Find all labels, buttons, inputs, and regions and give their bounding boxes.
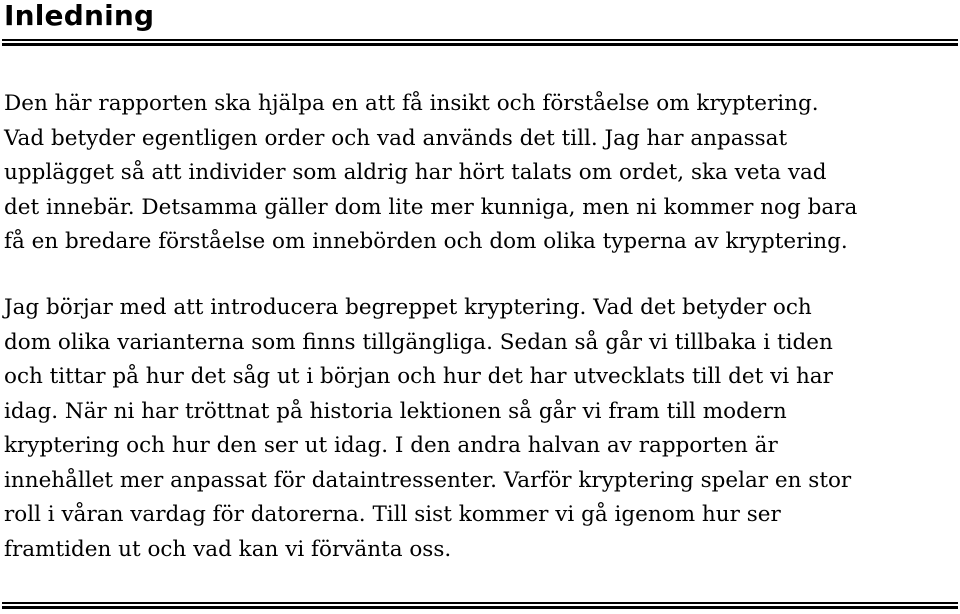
paragraph-line: framtiden ut och vad kan vi förvänta oss. — [4, 536, 452, 562]
heading-divider — [2, 39, 958, 46]
paragraph-line: Vad betyder egentligen order och vad används det till. Jag har anpassat — [4, 125, 788, 151]
paragraph-line: roll i våran vardag för datorerna. Till sist kommer vi gå igenom hur ser — [4, 502, 781, 527]
paragraph-line: innehållet mer anpassat för dataintressenter. Varför kryptering spelar en stor — [4, 467, 852, 493]
paragraph-line: det innebär. Detsamma gäller dom lite mer kunniga, men ni kommer nog bara — [4, 194, 858, 220]
paragraph-line: Jag börjar med att introducera begreppet kryptering. Vad det betyder och — [4, 295, 812, 320]
paragraph-line: idag. När ni har tröttnat på historia lektionen så går vi fram till modern — [4, 398, 787, 424]
paragraph-line: kryptering och hur den ser ut idag. I den andra halvan av rapporten är — [4, 433, 778, 458]
paragraph-line: och tittar på hur det såg ut i början och hur det har utvecklats till det vi har — [4, 364, 833, 389]
paragraph-line: få en bredare förståelse om innebörden och dom olika typerna av kryptering. — [4, 229, 848, 254]
paragraph-line: Den här rapporten ska hjälpa en att få insikt och förståelse om kryptering. — [4, 91, 819, 116]
footer-divider — [2, 602, 958, 609]
section-heading: Inledning — [4, 0, 155, 32]
paragraph-outline — [4, 291, 851, 567]
paragraph-line: upplägget så att individer som aldrig har hört talats om ordet, ska veta vad — [4, 160, 827, 185]
paragraph-line: dom olika varianterna som finns tillgängliga. Sedan så går vi tillbaka i tiden — [4, 329, 833, 355]
paragraph-intro — [4, 87, 857, 260]
